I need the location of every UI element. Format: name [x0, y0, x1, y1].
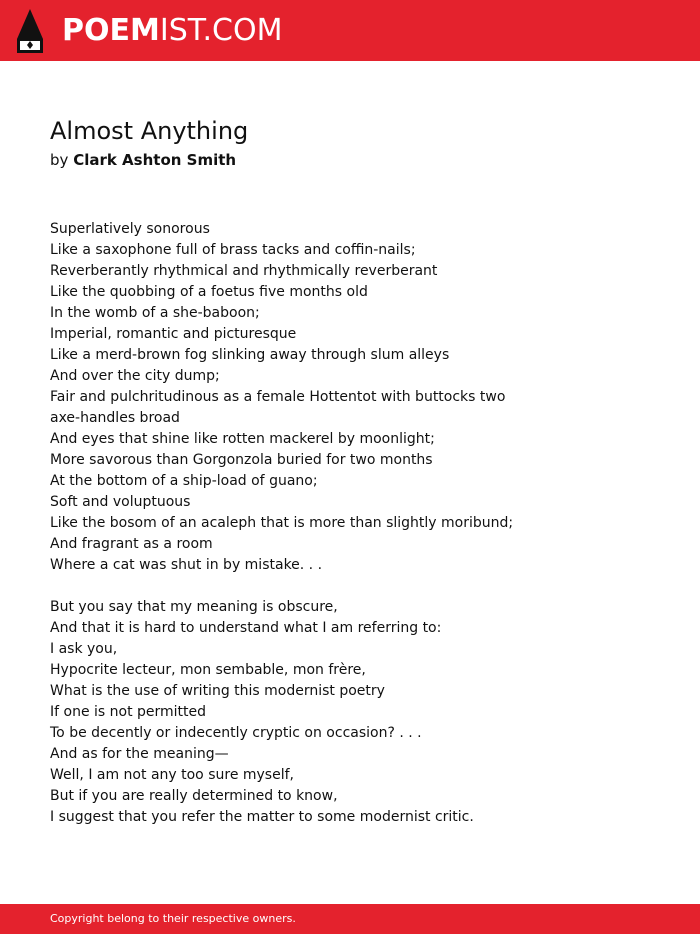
poem-body	[50, 219, 650, 828]
pencil-tip-icon[interactable]	[17, 9, 43, 53]
poem-line: Soft and voluptuous	[50, 494, 191, 510]
poem-line: Reverberantly rhythmical and rhythmically reverberant	[50, 263, 438, 279]
poem-line: At the bottom of a ship-load of guano;	[50, 473, 318, 489]
poem-line: And that it is hard to understand what I am referring to:	[50, 620, 442, 636]
poem-line: Well, I am not any too sure myself,	[50, 767, 294, 783]
author-name: Clark Ashton Smith	[73, 151, 237, 169]
copyright-text: Copyright belong to their respective owners.	[50, 912, 296, 925]
poem-line: More savorous than Gorgonzola buried for two months	[50, 452, 433, 468]
poem-line: What is the use of writing this modernist poetry	[50, 683, 385, 699]
site-logo[interactable]	[62, 14, 282, 48]
poem-line: And eyes that shine like rotten mackerel by moonlight;	[50, 431, 435, 447]
poem-line: Superlatively sonorous	[50, 221, 210, 237]
site-footer	[0, 904, 700, 934]
stanza-2	[50, 597, 650, 828]
poem-heading	[50, 114, 650, 171]
poem-line: To be decently or indecently cryptic on occasion? . . .	[50, 725, 422, 741]
poem-line: I ask you,	[50, 641, 118, 657]
poem-line: Like a merd-brown fog slinking away through slum alleys	[50, 347, 450, 363]
poem-line: And fragrant as a room	[50, 536, 213, 552]
poem-line: But you say that my meaning is obscure,	[50, 599, 338, 615]
poem-title: Almost Anything	[50, 117, 249, 145]
poem-line: Like a saxophone full of brass tacks and coffin-nails;	[50, 242, 416, 258]
stanza-1	[50, 219, 650, 576]
logo-brand-bold: POEM	[62, 13, 160, 48]
poem-line: Like the bosom of an acaleph that is more than slightly moribund;	[50, 515, 514, 531]
poem-line: I suggest that you refer the matter to some modernist critic.	[50, 809, 474, 825]
poem-line: Imperial, romantic and picturesque	[50, 326, 297, 342]
poem-line: And over the city dump;	[50, 368, 220, 384]
poem-line: Hypocrite lecteur, mon sembable, mon frère,	[50, 662, 366, 678]
poem-line: If one is not permitted	[50, 704, 207, 720]
logo-brand-light: IST.COM	[159, 13, 283, 48]
by-label: by	[50, 151, 69, 169]
byline	[50, 149, 650, 171]
poem-line: Fair and pulchritudinous as a female Hottentot with buttocks two	[50, 389, 506, 405]
poem-line: axe-handles broad	[50, 410, 180, 426]
site-header	[0, 0, 700, 61]
poem-line: But if you are really determined to know,	[50, 788, 338, 804]
poem-line: Like the quobbing of a foetus five months old	[50, 284, 368, 300]
poem-line: Where a cat was shut in by mistake. . .	[50, 557, 323, 573]
poem-line: And as for the meaning—	[50, 746, 229, 762]
poem-line: In the womb of a she-baboon;	[50, 305, 260, 321]
